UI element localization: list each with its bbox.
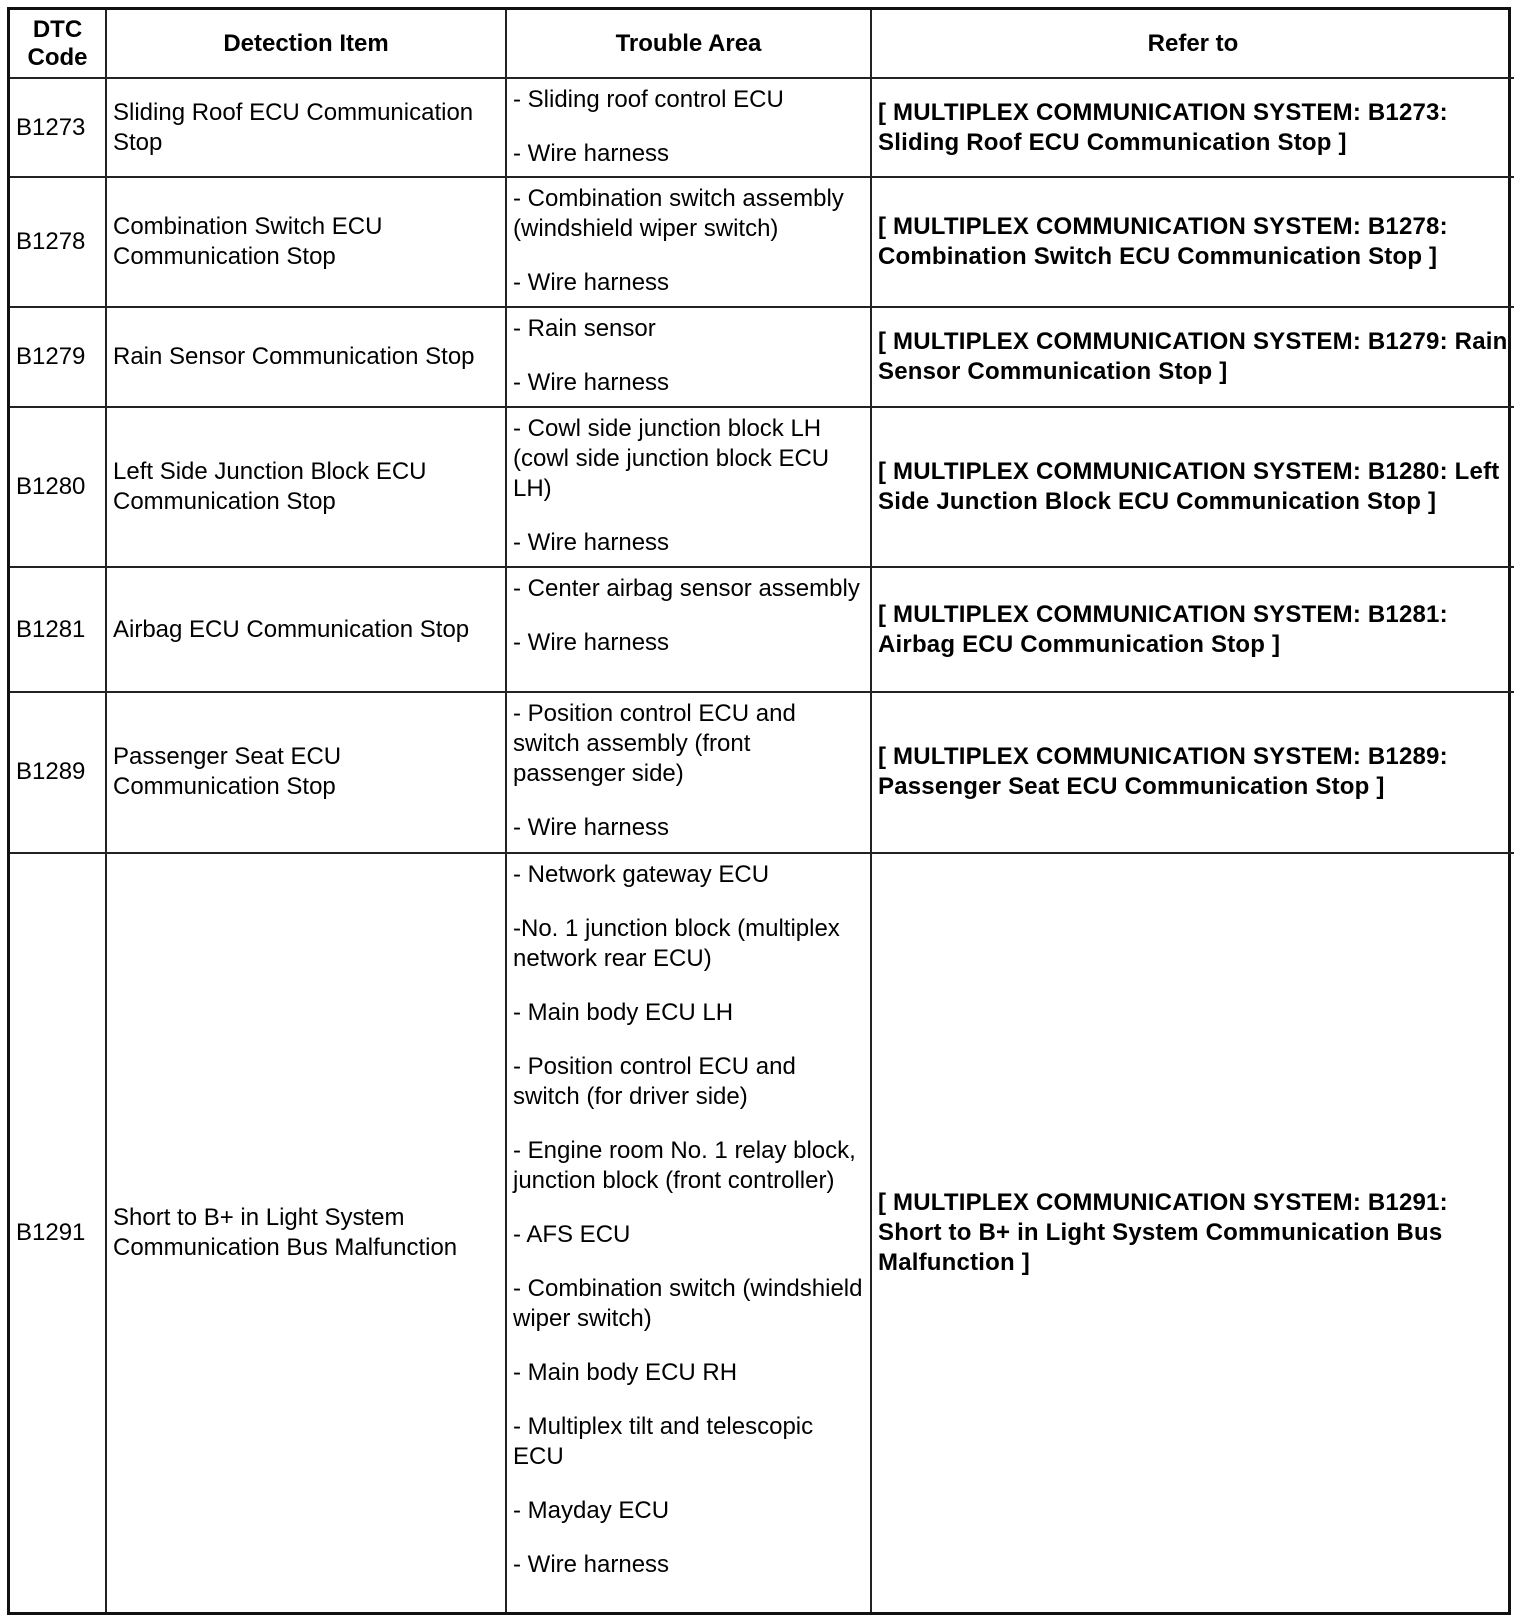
trouble-area-cell (506, 177, 871, 307)
refer-to-link[interactable]: [ MULTIPLEX COMMUNICATION SYSTEM: B1280: Left Side Junction Block ECU Communication Stop ] (871, 407, 1514, 567)
table-row (10, 307, 1514, 406)
trouble-area-item: - Wire harness (513, 528, 670, 556)
trouble-area-item: - Multiplex tilt and telescopic ECU (513, 1412, 814, 1470)
trouble-area-item: - Cowl side junction block LH (cowl side junction block ECU LH) (513, 414, 830, 502)
dtc-code-cell: B1273 (10, 78, 106, 177)
detection-item-cell: Combination Switch ECU Communication Stop (106, 177, 506, 307)
trouble-area-item: - AFS ECU (513, 1220, 631, 1248)
trouble-area-item: - Combination switch (windshield wiper switch) (513, 1274, 863, 1332)
trouble-area-item: - Wire harness (513, 1550, 670, 1578)
detection-item-cell: Short to B+ in Light System Communication Bus Malfunction (106, 853, 506, 1612)
trouble-area-cell (506, 853, 871, 1612)
table-row (10, 853, 1514, 1612)
trouble-area-item: - Combination switch assembly (windshield wiper switch) (513, 185, 844, 243)
table-row (10, 567, 1514, 692)
dtc-code-cell: B1278 (10, 177, 106, 307)
header-row (10, 10, 1514, 78)
trouble-area-item: - Wire harness (513, 629, 670, 657)
refer-to-link[interactable]: [ MULTIPLEX COMMUNICATION SYSTEM: B1281: Airbag ECU Communication Stop ] (871, 567, 1514, 692)
table-row (10, 407, 1514, 567)
trouble-area-item: - Rain sensor (513, 315, 656, 343)
trouble-area-item: - Mayday ECU (513, 1496, 670, 1524)
detection-item-cell: Sliding Roof ECU Communication Stop (106, 78, 506, 177)
header-detection-item: Detection Item (106, 10, 506, 78)
dtc-table (10, 10, 1514, 1612)
table-row (10, 78, 1514, 177)
header-trouble-area: Trouble Area (506, 10, 871, 78)
detection-item-cell: Passenger Seat ECU Communication Stop (106, 692, 506, 852)
table-body (10, 78, 1514, 1612)
trouble-area-item: - Sliding roof control ECU (513, 86, 784, 113)
table-row (10, 177, 1514, 307)
dtc-code-cell: B1280 (10, 407, 106, 567)
header-dtc-code: DTC Code (10, 10, 106, 78)
trouble-area-item: - Center airbag sensor assembly (513, 575, 860, 603)
refer-to-link[interactable]: [ MULTIPLEX COMMUNICATION SYSTEM: B1291: Short to B+ in Light System Communication Bus Malfunction ] (871, 853, 1514, 1612)
trouble-area-item: - Position control ECU and switch assembly (front passenger side) (513, 700, 796, 788)
refer-to-link[interactable]: [ MULTIPLEX COMMUNICATION SYSTEM: B1273: Sliding Roof ECU Communication Stop ] (871, 78, 1514, 177)
dtc-code-cell: B1281 (10, 567, 106, 692)
trouble-area-cell (506, 692, 871, 852)
dtc-code-cell: B1289 (10, 692, 106, 852)
trouble-area-cell (506, 78, 871, 177)
refer-to-link[interactable]: [ MULTIPLEX COMMUNICATION SYSTEM: B1289: Passenger Seat ECU Communication Stop ] (871, 692, 1514, 852)
trouble-area-item: - Wire harness (513, 369, 670, 397)
trouble-area-item: - Wire harness (513, 140, 670, 167)
trouble-area-item: - Wire harness (513, 269, 670, 297)
detection-item-cell: Rain Sensor Communication Stop (106, 307, 506, 406)
refer-to-link[interactable]: [ MULTIPLEX COMMUNICATION SYSTEM: B1279: Rain Sensor Communication Stop ] (871, 307, 1514, 406)
trouble-area-item: - Main body ECU LH (513, 998, 734, 1026)
detection-item-cell: Airbag ECU Communication Stop (106, 567, 506, 692)
header-refer-to: Refer to (871, 10, 1514, 78)
table-row (10, 692, 1514, 852)
dtc-table-frame (7, 7, 1511, 1615)
trouble-area-item: - Main body ECU RH (513, 1358, 738, 1386)
trouble-area-cell (506, 307, 871, 406)
trouble-area-item: - Network gateway ECU (513, 860, 770, 888)
trouble-area-item: - Position control ECU and switch (for driver side) (513, 1052, 796, 1110)
dtc-code-cell: B1279 (10, 307, 106, 406)
detection-item-cell: Left Side Junction Block ECU Communication Stop (106, 407, 506, 567)
trouble-area-item: - Engine room No. 1 relay block, junction block (front controller) (513, 1136, 856, 1194)
trouble-area-item: - Wire harness (513, 814, 670, 842)
refer-to-link[interactable]: [ MULTIPLEX COMMUNICATION SYSTEM: B1278: Combination Switch ECU Communication Stop ] (871, 177, 1514, 307)
dtc-code-cell: B1291 (10, 853, 106, 1612)
trouble-area-item: -No. 1 junction block (multiplex network rear ECU) (513, 914, 840, 972)
trouble-area-cell (506, 567, 871, 692)
trouble-area-cell (506, 407, 871, 567)
